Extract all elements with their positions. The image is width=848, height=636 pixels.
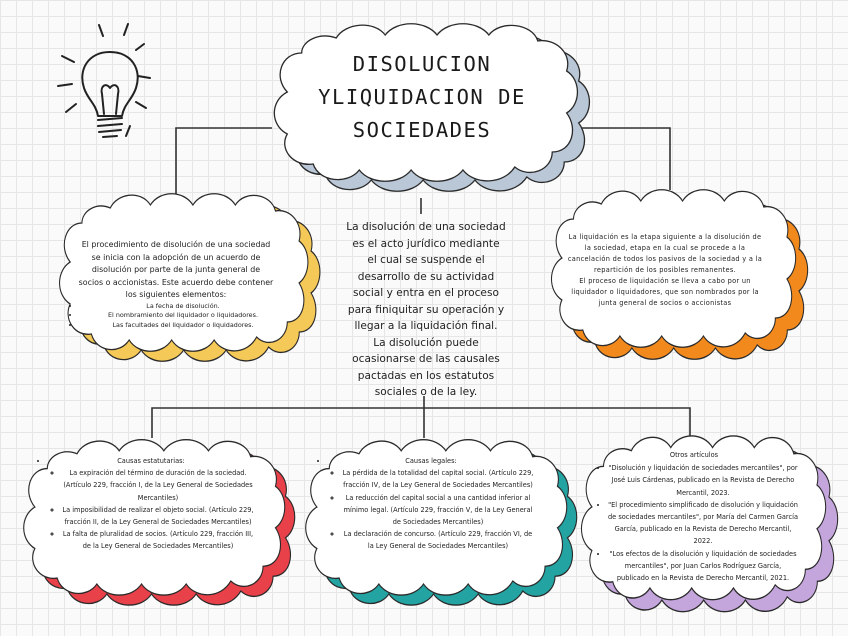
procedimiento-disolucion (66, 239, 286, 331)
legales-list (328, 467, 534, 552)
list-item: ◦ La imposibilidad de realizar el objeto social. (Artículo 229, fracción II, de la Ley General de Sociedades Mercantiles) (62, 504, 254, 528)
liquidacion-line: la sociedad, etapa en la cual se procede a la (584, 244, 746, 252)
definition-line: el cual se suspende el (367, 254, 485, 266)
liquidacion-line: junta general de socios o accionistas (598, 299, 732, 307)
definition-text (344, 219, 508, 401)
list-item: • "Los efectos de la disolución y liquidación de sociedades mercantiles", por Juan Carlos Rodríguez García, publicado en la Revista de Derecho Mercantil, 2021. (608, 548, 798, 585)
procedimiento-line: socios o accionistas. Este acuerdo debe contener (78, 277, 274, 287)
definition-line: llegar a la liquidación final. (354, 320, 498, 332)
definition-line: para finiquitar su operación y (347, 303, 505, 316)
estatutarias-outer-list (36, 455, 254, 553)
liquidacion-line: cancelación de todos los pasivos de la sociedad y a la (567, 255, 763, 263)
definition-line: pactadas en los estatutos (357, 369, 495, 382)
otros-articulos (590, 449, 798, 584)
procedimiento-line: disolución por parte de la junta general de (91, 265, 261, 274)
liquidacion-line: La liquidación es la etapa siguiente a la disolución de (568, 233, 762, 241)
definition-line: desarrollo de su actividad (357, 270, 495, 283)
list-item: ◦ La pérdida de la totalidad del capital social. (Artículo 229, fracción IV, de la Ley General de Sociedades Mercantiles) (342, 467, 534, 491)
definition-line: La disolución de una sociedad (346, 221, 506, 233)
liquidacion-line: El proceso de liquidación se lleva a cabo por un (579, 277, 751, 285)
otros-heading: Otros artículos (669, 451, 719, 459)
lightbulb-icon (58, 24, 150, 137)
definition-line: es el acto jurídico mediante (352, 237, 500, 250)
procedimiento-line: se inicia con la adopción de un acuerdo de (91, 252, 261, 262)
definition-line: social y entra en el proceso (353, 287, 499, 299)
causas-legales (316, 455, 534, 553)
definition-line: ocasionarse de las causales (352, 353, 500, 365)
heading-text: Causas estatutarias: (117, 457, 185, 465)
legales-heading (328, 455, 534, 553)
list-item: • La fecha de disolución. (80, 302, 286, 312)
heading-text: Causas legales: (405, 457, 457, 465)
legales-outer-list (316, 455, 534, 553)
list-item: ◦ La reducción del capital social a una cantidad inferior al mínimo legal. (Artículo 229, fracción V, de la Ley General de Sociedades Mercantiles) (342, 492, 534, 529)
liquidacion-line: liquidador o liquidadores, que son nombrados por la (571, 288, 759, 296)
causas-estatutarias (36, 455, 254, 553)
definition-line: La disolución puede (373, 336, 479, 349)
list-item: • "El procedimiento simplificado de disolución y liquidación de sociedades mercantiles", por María del Carmen García García, publicado en la Revista de Derecho Mercantil, 2022. (608, 499, 798, 548)
list-item: ◦ La falta de pluralidad de socios. (Artículo 229, fracción III, de la Ley General de Sociedades Mercantiles) (62, 528, 254, 552)
otros-list (590, 462, 798, 584)
page-title (292, 48, 552, 147)
title-line-2: YLIQUIDACION DE (318, 85, 526, 109)
title-line-3: SOCIEDADES (352, 118, 492, 142)
procedimiento-line: El procedimiento de disolución de una sociedad (81, 240, 271, 249)
elementos-list (66, 302, 286, 331)
list-item: • "Disolución y liquidación de sociedades mercantiles", por José Luis Cárdenas, publicado en la Revista de Derecho Mercantil, 2023. (608, 462, 798, 499)
list-item: ◦ La declaración de concurso. (Artículo 229, fracción VI, de la Ley General de Sociedades Mercantiles) (342, 528, 534, 552)
estatutarias-list (48, 467, 254, 552)
list-item: • El nombramiento del liquidador o liquidadores. (80, 311, 286, 321)
list-item: ◦ La expiración del término de duración de la sociedad. (Artículo 229, fracción I, de la Ley General de Sociedades Mercantiles) (62, 467, 254, 504)
list-item: • Las facultades del liquidador o liquidadores. (80, 321, 286, 331)
procedimiento-line: los siguientes elementos: (125, 290, 227, 299)
title-line-1: DISOLUCION (352, 52, 492, 76)
definition-line: sociales o de la ley. (374, 386, 478, 398)
estatutarias-heading (48, 455, 254, 553)
liquidacion-line: repartición de los posibles remanentes. (594, 266, 736, 274)
liquidacion-text (556, 232, 774, 309)
